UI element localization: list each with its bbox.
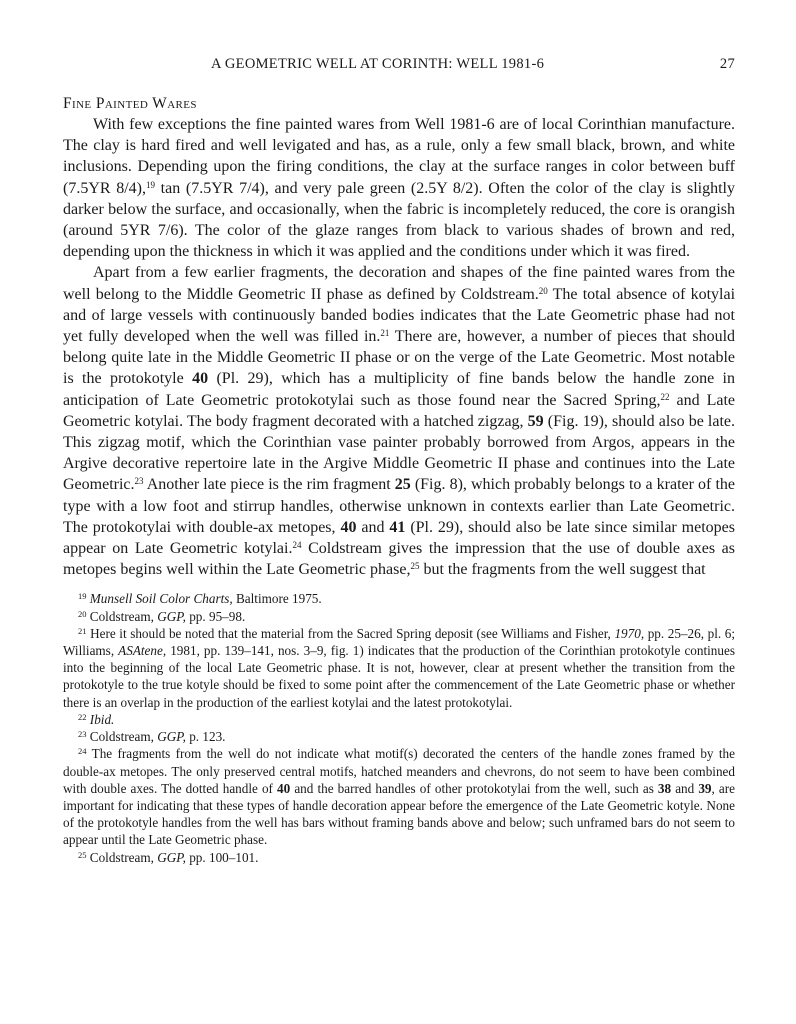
text-run: and the barred handles of other protokotylai from the well, such as xyxy=(290,780,658,796)
text-run: Apart from a few earlier fragments, the decoration and shapes of the fine painted wares from the well belong to the Middle Geometric II phase as defined by Coldstream. xyxy=(63,264,735,303)
footnote-number: 20 xyxy=(78,608,87,619)
text-run: (Pl. 29), should also be late since similar metopes appear on Late Geometric kotylai. xyxy=(63,518,735,558)
text-run: p. 123. xyxy=(185,729,226,745)
footnote-ref-23[interactable]: 23 xyxy=(134,476,144,487)
text-run: and xyxy=(356,518,390,536)
text-run: Here it should be noted that the material from the Sacred Spring deposit (see Williams and Fisher, xyxy=(90,625,615,641)
text-run: (Fig. 19), should also be late. This zigzag motif, which the Corinthian vase painter probably borrowed from Argos, appears in the Argive decorative repertoire late in the Argive Middle Geometric II phase and continues into the Late Geometric. xyxy=(63,412,735,494)
page-number: 27 xyxy=(719,56,735,72)
text-run: tan (7.5YR 7/4), and very pale green (2.5Y 8/2). Often the color of the clay is slightly darker below the surface, and occasionally, when the fabric is incompletely reduced, the core is orangish (around 5YR 7/6). The color of the glaze ranges from black to various shades of brown and red, depending upon the thickness in which it was applied and the conditions under which it was fired. xyxy=(63,179,736,261)
footnote-title: GGP, xyxy=(157,608,186,624)
footnote-number: 19 xyxy=(78,591,87,602)
footnote-title: GGP, xyxy=(157,849,186,865)
footnote-20 xyxy=(63,608,735,625)
running-header xyxy=(63,56,735,78)
text-run: Coldstream, xyxy=(89,849,158,865)
footnote-title: GGP, xyxy=(157,729,186,745)
text-run: Coldstream gives the impression that the use of double axes as metopes begins well within the Late Geometric phase, xyxy=(63,540,735,579)
footnote-ref-24[interactable]: 24 xyxy=(292,540,302,551)
text-run: , are important for indicating that these types of handle decoration appear before the emergence of the Late Geometric kotyle. None of the protokotyle handles from the well has bars without framing bands above and below; such unframed bars do not seem to appear until the Late Geometric phase. xyxy=(63,780,735,848)
footnote-title: Munsell Soil Color Charts, xyxy=(89,591,233,607)
running-title: A GEOMETRIC WELL AT CORINTH: WELL 1981-6 xyxy=(211,56,545,72)
section-title: Fine Painted Wares xyxy=(63,95,197,112)
footnote-23 xyxy=(63,728,735,745)
document-page xyxy=(63,56,735,866)
text-run: 1981, pp. 139–141, nos. 3–9, fig. 1) indicates that the production of the Corinthian protokotyle continues into the beginning of the local Late Geometric phase. It is not, however, clear at present whether the transition from the protokotyle to the true kotyle should be fixed to some point after the commencement of the Late Geometric phase or whether there is an overlap in the production of the earliest kotylai and the latest protokotylai. xyxy=(63,643,735,710)
catalog-number: 59 xyxy=(527,412,544,430)
text-run: pp. 25–26, pl. 6; Williams, xyxy=(63,625,736,659)
text-run: and Late Geometric kotylai. The body fragment decorated with a hatched zigzag, xyxy=(63,391,735,430)
footnote-ref-25[interactable]: 25 xyxy=(410,561,420,572)
text-run: Coldstream, xyxy=(89,729,158,745)
text-run: (Fig. 8), which probably belongs to a krater of the type with a low foot and stirrup handles, otherwise unknown in contexts earlier than Late Geometric. The protokotylai with double-ax metopes, xyxy=(63,476,735,536)
footnote-number: 24 xyxy=(78,746,87,757)
footnote-ref-21[interactable]: 21 xyxy=(380,328,390,339)
catalog-number: 39 xyxy=(698,780,712,796)
catalog-number: 38 xyxy=(657,780,672,796)
text-run: Baltimore 1975. xyxy=(232,591,322,607)
footnote-number: 23 xyxy=(78,729,87,740)
catalog-number: 25 xyxy=(394,476,411,494)
footnote-title: ASAtene, xyxy=(118,643,167,659)
text-run: (Pl. 29), which has a multiplicity of fine bands below the handle zone in anticipation of Late Geometric protokotylai such as those found near the Sacred Spring, xyxy=(63,370,736,409)
footnote-24 xyxy=(63,745,735,848)
text-run: pp. 95–98. xyxy=(185,608,246,624)
footnote-21 xyxy=(63,625,735,711)
text-run: Another late piece is the rim fragment xyxy=(143,476,395,494)
catalog-number: 40 xyxy=(340,518,357,536)
footnote-19 xyxy=(63,590,735,607)
paragraph-1 xyxy=(63,114,735,262)
text-run: pp. 100–101. xyxy=(185,849,259,865)
footnote-number: 22 xyxy=(78,711,87,722)
catalog-number: 40 xyxy=(277,780,291,796)
text-run: but the fragments from the well suggest that xyxy=(419,561,706,579)
footnote-25 xyxy=(63,849,735,866)
footnote-ref-20[interactable]: 20 xyxy=(538,285,548,296)
footnote-title: 1970, xyxy=(614,625,645,641)
footnote-22 xyxy=(63,711,735,728)
text-run: The fragments from the well do not indicate what motif(s) decorated the centers of the handle zones framed by the double-ax metopes. The only preserved central motifs, hatched meanders and chevrons, do not seem to have been combined with double axes. The dotted handle of xyxy=(63,746,735,796)
text-run: The total absence of kotylai and of large vessels with continuously banded bodies indicates that the Late Geometric phase had not yet fully developed when the well was filled in. xyxy=(63,285,736,346)
footnote-ref-22[interactable]: 22 xyxy=(660,391,670,402)
footnote-number: 21 xyxy=(78,625,87,636)
footnote-title: Ibid. xyxy=(89,711,115,727)
catalog-number: 40 xyxy=(192,370,209,388)
text-run: and xyxy=(671,780,699,796)
footnotes xyxy=(63,590,735,865)
footnote-number: 25 xyxy=(78,849,87,860)
text-run: With few exceptions the fine painted wares from Well 1981-6 are of local Corinthian manufacture. The clay is hard fired and well levigated and has, as a rule, only a few small black, brown, and white inclusions. Depending upon the firing conditions, the clay at the surface ranges in color between buff (7.5YR 8/4), xyxy=(63,116,735,197)
text-run: There are, however, a number of pieces that should belong quite late in the Middle Geometric II phase or on the verge of the Late Geometric. Most notable is the protokotyle xyxy=(63,328,736,388)
text-run: Coldstream, xyxy=(89,608,158,624)
footnote-ref-19[interactable]: 19 xyxy=(146,179,155,190)
catalog-number: 41 xyxy=(389,518,406,536)
paragraph-2 xyxy=(63,262,735,580)
